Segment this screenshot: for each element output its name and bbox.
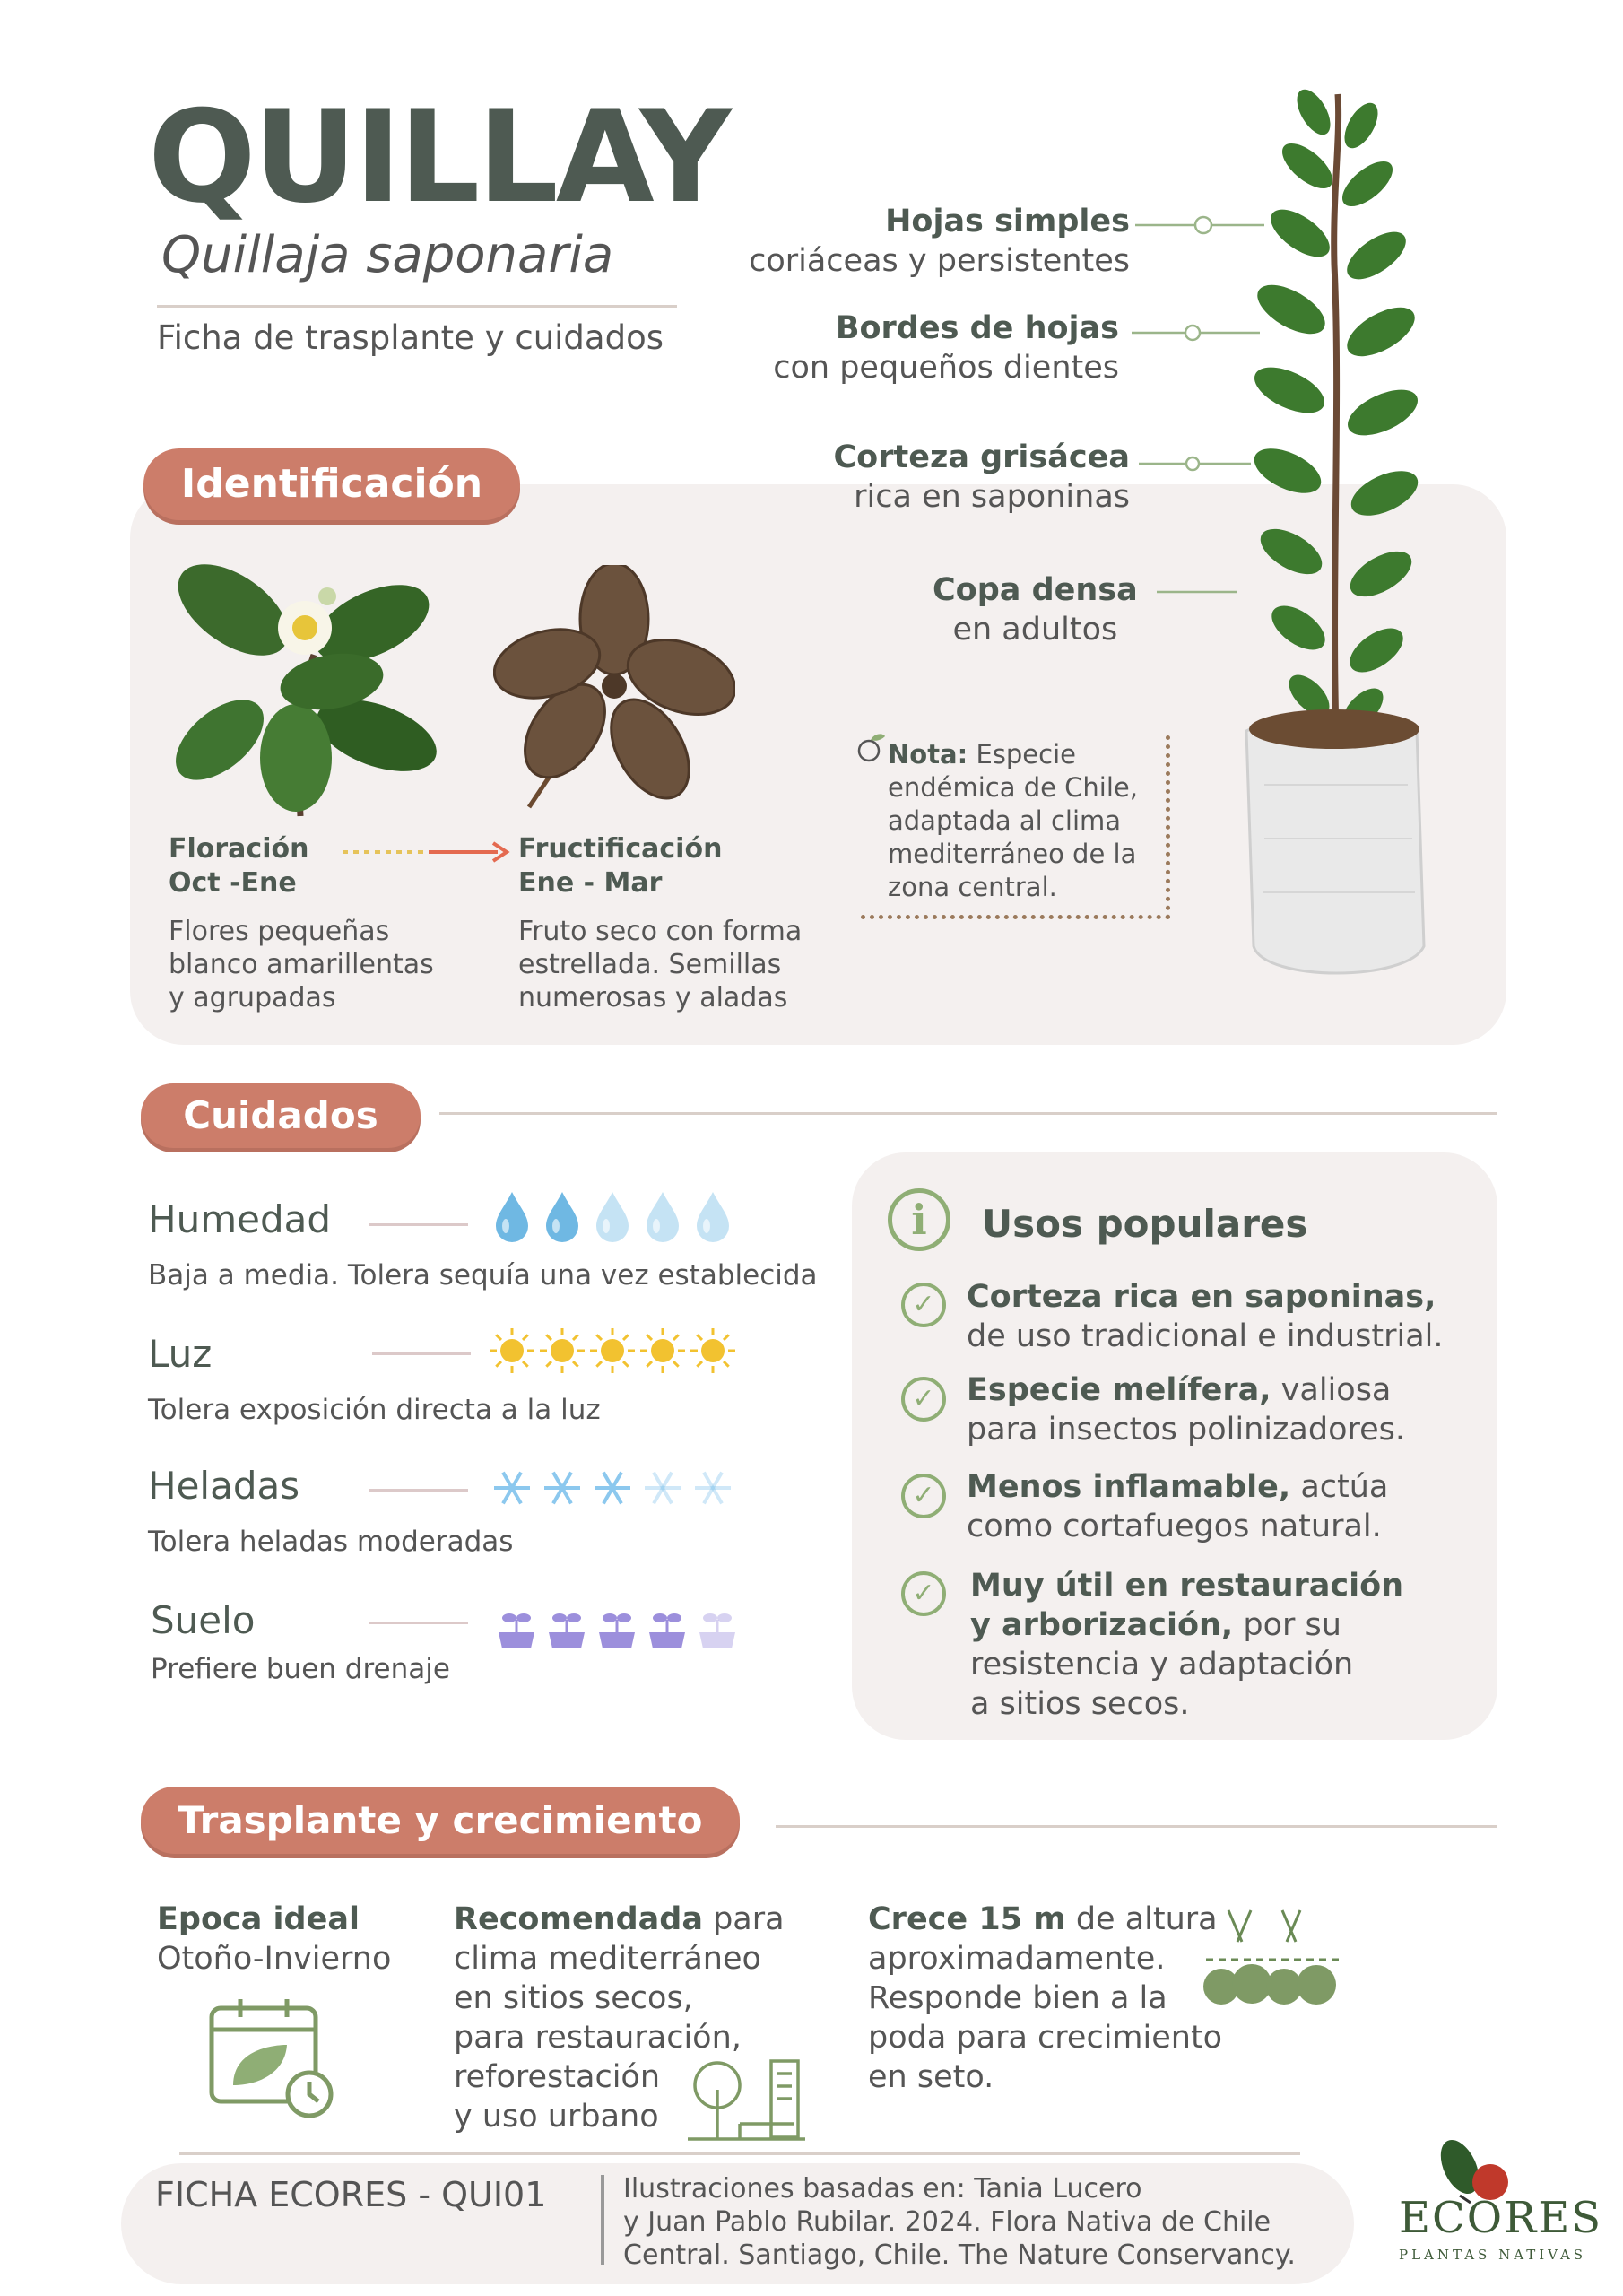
- flowering-title: Floración: [169, 833, 309, 865]
- check-icon: ✓: [901, 1571, 946, 1616]
- flowering-desc-line: blanco amarillentas: [169, 949, 434, 980]
- water-drop-icon: [589, 1188, 636, 1248]
- callout-bold: Copa densa: [933, 572, 1138, 608]
- soil-sprout-icon: [543, 1598, 590, 1657]
- sun-icon: [690, 1323, 736, 1382]
- pruning-hedge-icon: [1202, 1901, 1345, 2013]
- note-label: Nota:: [888, 739, 968, 770]
- water-drop-icon: [539, 1188, 586, 1248]
- sprout-icon: [856, 731, 887, 763]
- care-line: [369, 1223, 468, 1226]
- uso-bold: Menos inflamable,: [967, 1469, 1291, 1505]
- cuidados-divider: [439, 1112, 1497, 1115]
- care-line: [369, 1622, 468, 1624]
- flower-branch-illustration: [161, 547, 439, 825]
- epoca-ideal: [157, 1900, 391, 1979]
- uso-line: a sitios secos.: [970, 1686, 1190, 1722]
- identificacion-heading: Identificación: [143, 448, 520, 520]
- callout-bold: Bordes de hojas: [835, 310, 1119, 346]
- care-desc: Prefiere buen drenaje: [151, 1653, 450, 1685]
- footer-separator: [601, 2175, 604, 2265]
- flowering-desc-line: Flores pequeñas: [169, 916, 390, 947]
- snowflake-icon: [639, 1460, 686, 1519]
- recomendada-line: clima mediterráneo: [454, 1941, 761, 1977]
- recomendada-line: y uso urbano: [454, 2099, 659, 2135]
- note-line: mediterráneo de la: [888, 839, 1137, 869]
- credit-line: Central. Santiago, Chile. The Nature Conservancy.: [623, 2239, 1296, 2271]
- care-title: Heladas: [148, 1464, 300, 1508]
- uso-item: [967, 1277, 1444, 1356]
- uso-bold: y arborización,: [970, 1607, 1234, 1643]
- ecores-tagline: PLANTAS NATIVAS: [1399, 2247, 1587, 2263]
- usos-heading: Usos populares: [982, 1202, 1308, 1246]
- check-icon: ✓: [901, 1377, 946, 1422]
- soil-sprout-icon: [644, 1598, 690, 1657]
- phenology-arrow: [341, 839, 511, 865]
- quillay-plant-illustration: [1228, 85, 1444, 991]
- water-drop-icon: [690, 1188, 736, 1248]
- trasplante-heading: Trasplante y crecimiento: [141, 1787, 740, 1854]
- crece-after: de altura: [1065, 1901, 1218, 1937]
- crece-line: aproximadamente.: [868, 1941, 1166, 1977]
- trasplante-divider: [776, 1825, 1497, 1828]
- soil-sprout-icon: [493, 1598, 540, 1657]
- credit-line: y Juan Pablo Rubilar. 2024. Flora Nativa de Chile: [623, 2206, 1271, 2238]
- care-title: Humedad: [148, 1197, 332, 1241]
- crece: [868, 1900, 1222, 2097]
- recomendada-bold: Recomendada: [454, 1901, 703, 1937]
- star-fruit-illustration: [493, 565, 735, 816]
- care-desc: Tolera exposición directa a la luz: [148, 1394, 601, 1426]
- crece-line: en seto.: [868, 2059, 994, 2095]
- humedad-rating: [489, 1188, 740, 1248]
- sun-icon: [539, 1323, 586, 1382]
- crece-line: poda para crecimiento: [868, 2020, 1223, 2056]
- subtitle: Ficha de trasplante y cuidados: [157, 318, 664, 357]
- callout-bordes: [717, 309, 1119, 387]
- crece-bold: Crece 15 m: [868, 1901, 1066, 1937]
- care-desc: Tolera heladas moderadas: [148, 1526, 514, 1558]
- note-line: zona central.: [888, 872, 1057, 902]
- note-text: [888, 738, 1138, 904]
- heladas-rating: [489, 1460, 740, 1519]
- flowering-desc: [169, 915, 434, 1014]
- ecores-logo: ECORES: [1399, 2193, 1603, 2243]
- fruiting-months: Ene - Mar: [518, 867, 663, 899]
- uso-after: valiosa: [1271, 1372, 1392, 1408]
- snowflake-icon: [539, 1460, 586, 1519]
- soil-sprout-icon: [594, 1598, 640, 1657]
- cuidados-heading: Cuidados: [141, 1083, 421, 1148]
- fruiting-desc-line: Fruto seco con forma: [518, 916, 803, 947]
- uso-item: [970, 1566, 1403, 1724]
- uso-item: [967, 1370, 1405, 1449]
- footer-divider: [179, 2152, 1300, 2155]
- footer-code: FICHA ECORES - QUI01: [155, 2175, 547, 2214]
- callout-corteza: [717, 438, 1130, 517]
- callout-text: en adultos: [952, 612, 1118, 648]
- recomendada-line: para restauración,: [454, 2020, 742, 2056]
- check-icon: ✓: [901, 1283, 946, 1327]
- note-line: Especie: [976, 739, 1076, 770]
- uso-bold: Corteza rica en saponinas,: [967, 1279, 1436, 1315]
- uso-item: [967, 1467, 1388, 1546]
- scientific-name: Quillaja saponaria: [161, 226, 614, 284]
- soil-sprout-icon: [694, 1598, 741, 1657]
- water-drop-icon: [639, 1188, 686, 1248]
- sun-icon: [589, 1323, 636, 1382]
- footer-credits: [623, 2172, 1296, 2272]
- callout-copa: [933, 570, 1138, 649]
- note-line: adaptada al clima: [888, 805, 1122, 836]
- flowering-desc-line: y agrupadas: [169, 982, 336, 1013]
- flowering-months: Oct -Ene: [169, 867, 297, 899]
- snowflake-icon: [589, 1460, 636, 1519]
- epoca-bold: Epoca ideal: [157, 1901, 360, 1937]
- fruiting-desc-line: numerosas y aladas: [518, 982, 788, 1013]
- uso-after: por su: [1233, 1607, 1341, 1643]
- water-drop-icon: [489, 1188, 535, 1248]
- care-line: [372, 1352, 471, 1355]
- title-divider: [157, 305, 677, 308]
- snowflake-icon: [690, 1460, 736, 1519]
- fruiting-title: Fructificación: [518, 833, 723, 865]
- callout-text: rica en saponinas: [854, 479, 1130, 515]
- callout-text: con pequeños dientes: [773, 350, 1119, 386]
- credit-line: Ilustraciones basadas en: Tania Lucero: [623, 2173, 1142, 2205]
- sun-icon: [639, 1323, 686, 1382]
- callout-hojas: [717, 202, 1130, 281]
- care-title: Suelo: [151, 1598, 256, 1642]
- callout-text: coriáceas y persistentes: [749, 243, 1130, 279]
- snowflake-icon: [489, 1460, 535, 1519]
- info-icon: i: [888, 1188, 950, 1251]
- check-icon: ✓: [901, 1474, 946, 1518]
- page-title: QUILLAY: [148, 83, 729, 231]
- uso-bold: Especie melífera,: [967, 1372, 1271, 1408]
- epoca-text: Otoño-Invierno: [157, 1941, 392, 1977]
- calendar-leaf-icon: [206, 1996, 341, 2121]
- care-desc: Baja a media. Tolera sequía una vez establecida: [148, 1259, 818, 1292]
- recomendada-line: reforestación: [454, 2059, 661, 2095]
- crece-line: Responde bien a la: [868, 1980, 1167, 2016]
- care-line: [369, 1489, 468, 1492]
- uso-line: como cortafuegos natural.: [967, 1509, 1382, 1544]
- callout-bold: Corteza grisácea: [833, 439, 1130, 475]
- uso-line: para insectos polinizadores.: [967, 1412, 1405, 1448]
- suelo-rating: [493, 1598, 744, 1657]
- care-title: Luz: [148, 1332, 213, 1376]
- callout-bold: Hojas simples: [885, 204, 1130, 239]
- sun-icon: [489, 1323, 535, 1382]
- uso-after: actúa: [1290, 1469, 1389, 1505]
- uso-line: resistencia y adaptación: [970, 1647, 1354, 1683]
- uso-bold: Muy útil en restauración: [970, 1568, 1404, 1604]
- recomendada-after: para: [702, 1901, 785, 1937]
- note-line: endémica de Chile,: [888, 772, 1138, 803]
- urban-tree-icon: [686, 2054, 807, 2144]
- uso-line: de uso tradicional e industrial.: [967, 1318, 1444, 1354]
- fruiting-desc-line: estrellada. Semillas: [518, 949, 782, 980]
- fruiting-desc: [518, 915, 802, 1014]
- luz-rating: [489, 1323, 740, 1382]
- recomendada-line: en sitios secos,: [454, 1980, 693, 2016]
